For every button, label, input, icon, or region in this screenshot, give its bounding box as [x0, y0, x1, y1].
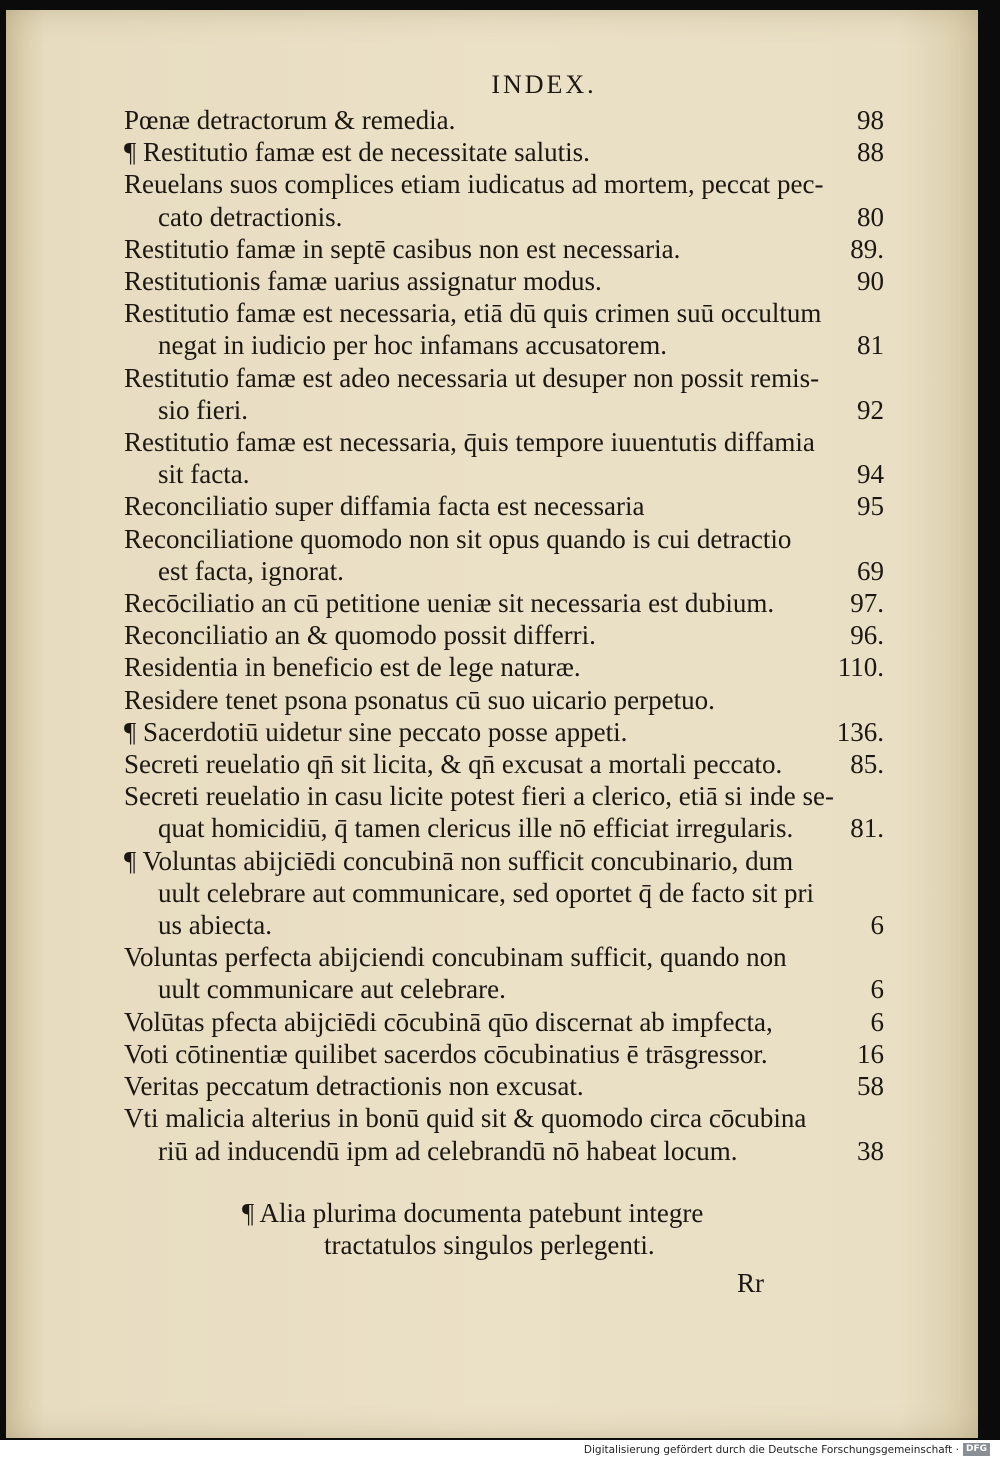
entry-text: us abiecta.: [158, 910, 272, 941]
entry-text: Residere tenet psona psonatus cū suo uicario perpetuo.: [124, 684, 715, 715]
index-entry-line: [124, 684, 884, 716]
page-reference: 69: [857, 555, 884, 586]
page-reference: 81: [857, 330, 884, 361]
index-entry-line: [124, 973, 884, 1005]
credit-bar: [0, 1440, 1000, 1461]
page-content: [124, 66, 884, 1299]
index-entry: [124, 748, 884, 780]
index-entry-line: [124, 297, 884, 329]
entry-text: quat homicidiū, q̄ tamen clericus ille nō efficiat irregularis.: [158, 813, 794, 844]
dfg-logo: DFG: [963, 1443, 990, 1456]
index-entry: [124, 941, 884, 1005]
entry-text: Reconciliatio an & quomodo possit differri.: [124, 620, 596, 651]
index-entry-line: [124, 201, 884, 233]
entry-text: uult communicare aut celebrare.: [158, 974, 506, 1005]
entry-text: Restitutio famæ est necessaria, q̄uis tempore iuuentutis diffamia: [124, 427, 815, 458]
entry-text: sit facta.: [158, 459, 250, 490]
entry-text: Residentia in beneficio est de lege naturæ.: [124, 652, 581, 683]
index-entry-line: [124, 362, 884, 394]
index-entry: [124, 1038, 884, 1070]
index-entry-line: [124, 168, 884, 200]
index-entry: [124, 523, 884, 587]
index-entry-line: [124, 458, 884, 490]
entry-text: Recōciliatio an cū petitione ueniæ sit necessaria est dubium.: [124, 588, 775, 619]
index-entry: [124, 168, 884, 232]
credit-text: Digitalisierung gefördert durch die Deutsche Forschungsgemeinschaft ·: [583, 1443, 959, 1456]
entry-text: negat in iudicio per hoc infamans accusatorem.: [158, 330, 668, 361]
entry-text: est facta, ignorat.: [158, 555, 344, 586]
index-entry: [124, 265, 884, 297]
page-reference: 95: [857, 491, 884, 522]
index-entry-line: [124, 490, 884, 522]
index-entry-line: [124, 1102, 884, 1134]
index-entry: [124, 716, 884, 748]
index-entry: [124, 136, 884, 168]
entry-text: Voluntas perfecta abijciendi concubinam sufficit, quando non: [124, 942, 787, 973]
page-reference: 96.: [850, 620, 884, 651]
entry-text: Restitutio famæ est adeo necessaria ut desuper non possit remis-: [124, 362, 820, 393]
page-reference: 58: [857, 1071, 884, 1102]
page-reference: 80: [857, 201, 884, 232]
page-reference: 94: [857, 459, 884, 490]
entry-text: sio fieri.: [158, 394, 248, 425]
signature-mark: Rr: [737, 1267, 764, 1298]
index-entry: [124, 362, 884, 426]
index-entry-line: [124, 329, 884, 361]
entry-text: Pœnæ detractorum & remedia.: [124, 105, 456, 135]
index-entries: [124, 104, 884, 1167]
index-entry-line: [124, 104, 884, 136]
index-entry: [124, 845, 884, 942]
closing-note-line-1: ¶ Alia plurima documenta patebunt integre: [242, 1197, 704, 1228]
index-entry-line: [124, 587, 884, 619]
entry-text: Secreti reuelatio qn̄ sit licita, & qn̄ excusat a mortali peccato.: [124, 749, 783, 780]
page-reference: 6: [870, 910, 884, 941]
entry-text: Vti malicia alterius in bonū quid sit & quomodo circa cōcubina: [124, 1103, 807, 1134]
index-entry: [124, 233, 884, 265]
page-reference: 136.: [836, 716, 884, 747]
index-entry: [124, 426, 884, 490]
entry-text: Reuelans suos complices etiam iudicatus ad mortem, peccat pec-: [124, 169, 824, 200]
index-entry: [124, 1006, 884, 1038]
entry-text: Voti cōtinentiæ quilibet sacerdos cōcubinatius ē trāsgressor.: [124, 1038, 768, 1069]
entry-text: ¶ Restitutio famæ est de necessitate salutis.: [124, 137, 590, 168]
index-entry-line: [124, 877, 884, 909]
index-entry-line: [124, 394, 884, 426]
index-entry: [124, 780, 884, 844]
index-entry: [124, 619, 884, 651]
index-entry-line: [124, 233, 884, 265]
entry-text: Reconciliatione quomodo non sit opus quando is cui detractio: [124, 523, 792, 554]
index-entry-line: [124, 812, 884, 844]
entry-text: riū ad inducendū ipm ad celebrandū nō habeat locum.: [158, 1135, 738, 1166]
page-reference: 110.: [837, 652, 884, 683]
entry-text: Restitutio famæ est necessaria, etiā dū quis crimen suū occultum: [124, 298, 822, 329]
page-title: INDEX.: [491, 70, 597, 99]
index-entry: [124, 587, 884, 619]
closing-note: [124, 1197, 884, 1261]
page-reference: 85.: [850, 749, 884, 780]
index-entry-line: [124, 426, 884, 458]
index-entry-line: [124, 1070, 884, 1102]
index-entry: [124, 104, 884, 136]
index-entry-line: [124, 555, 884, 587]
index-entry: [124, 684, 884, 716]
entry-text: cato detractionis.: [158, 201, 343, 232]
entry-text: uult celebrare aut communicare, sed oportet q̄ de facto sit pri: [158, 877, 814, 908]
index-entry-line: [124, 941, 884, 973]
index-entry-line: [124, 909, 884, 941]
page-reference: 89.: [850, 233, 884, 264]
index-entry: [124, 1070, 884, 1102]
book-page: [6, 10, 978, 1438]
entry-text: Restitutionis famæ uarius assignatur modus.: [124, 266, 602, 297]
page-reference: 90: [857, 266, 884, 297]
index-entry-line: [124, 265, 884, 297]
entry-text: ¶ Sacerdotiū uidetur sine peccato posse appeti.: [124, 716, 628, 747]
entry-text: ¶ Voluntas abijciēdi concubinā non sufficit concubinario, dum: [124, 845, 794, 876]
entry-text: Secreti reuelatio in casu licite potest fieri a clerico, etiā si inde se-: [124, 781, 834, 812]
page-reference: 92: [857, 394, 884, 425]
entry-text: Reconciliatio super diffamia facta est necessaria: [124, 491, 645, 522]
page-reference: 6: [870, 974, 884, 1005]
index-entry: [124, 490, 884, 522]
index-entry-line: [124, 1038, 884, 1070]
entry-text: Veritas peccatum detractionis non excusat.: [124, 1071, 584, 1102]
index-entry-line: [124, 523, 884, 555]
index-entry-line: [124, 845, 884, 877]
index-entry-line: [124, 136, 884, 168]
entry-text: Restitutio famæ in septē casibus non est necessaria.: [124, 233, 681, 264]
index-entry: [124, 297, 884, 361]
dfg-credit: [584, 1443, 990, 1456]
index-entry-line: [124, 780, 884, 812]
closing-note-line-2: tractatulos singulos perlegenti.: [324, 1229, 655, 1260]
index-entry-line: [124, 716, 884, 748]
index-entry-line: [124, 651, 884, 683]
index-entry-line: [124, 748, 884, 780]
index-entry: [124, 651, 884, 683]
page-reference: 98: [857, 105, 884, 135]
index-entry: [124, 1102, 884, 1166]
page-reference: 81.: [850, 813, 884, 844]
index-entry-line: [124, 1135, 884, 1167]
page-reference: 97.: [850, 588, 884, 619]
index-entry-line: [124, 619, 884, 651]
page-reference: 38: [857, 1135, 884, 1166]
page-reference: 6: [870, 1006, 884, 1037]
page-reference: 16: [857, 1038, 884, 1069]
entry-text: Volūtas pfecta abijciēdi cōcubinā qūo discernat ab impfecta,: [124, 1006, 773, 1037]
index-entry-line: [124, 1006, 884, 1038]
page-reference: 88: [857, 137, 884, 168]
